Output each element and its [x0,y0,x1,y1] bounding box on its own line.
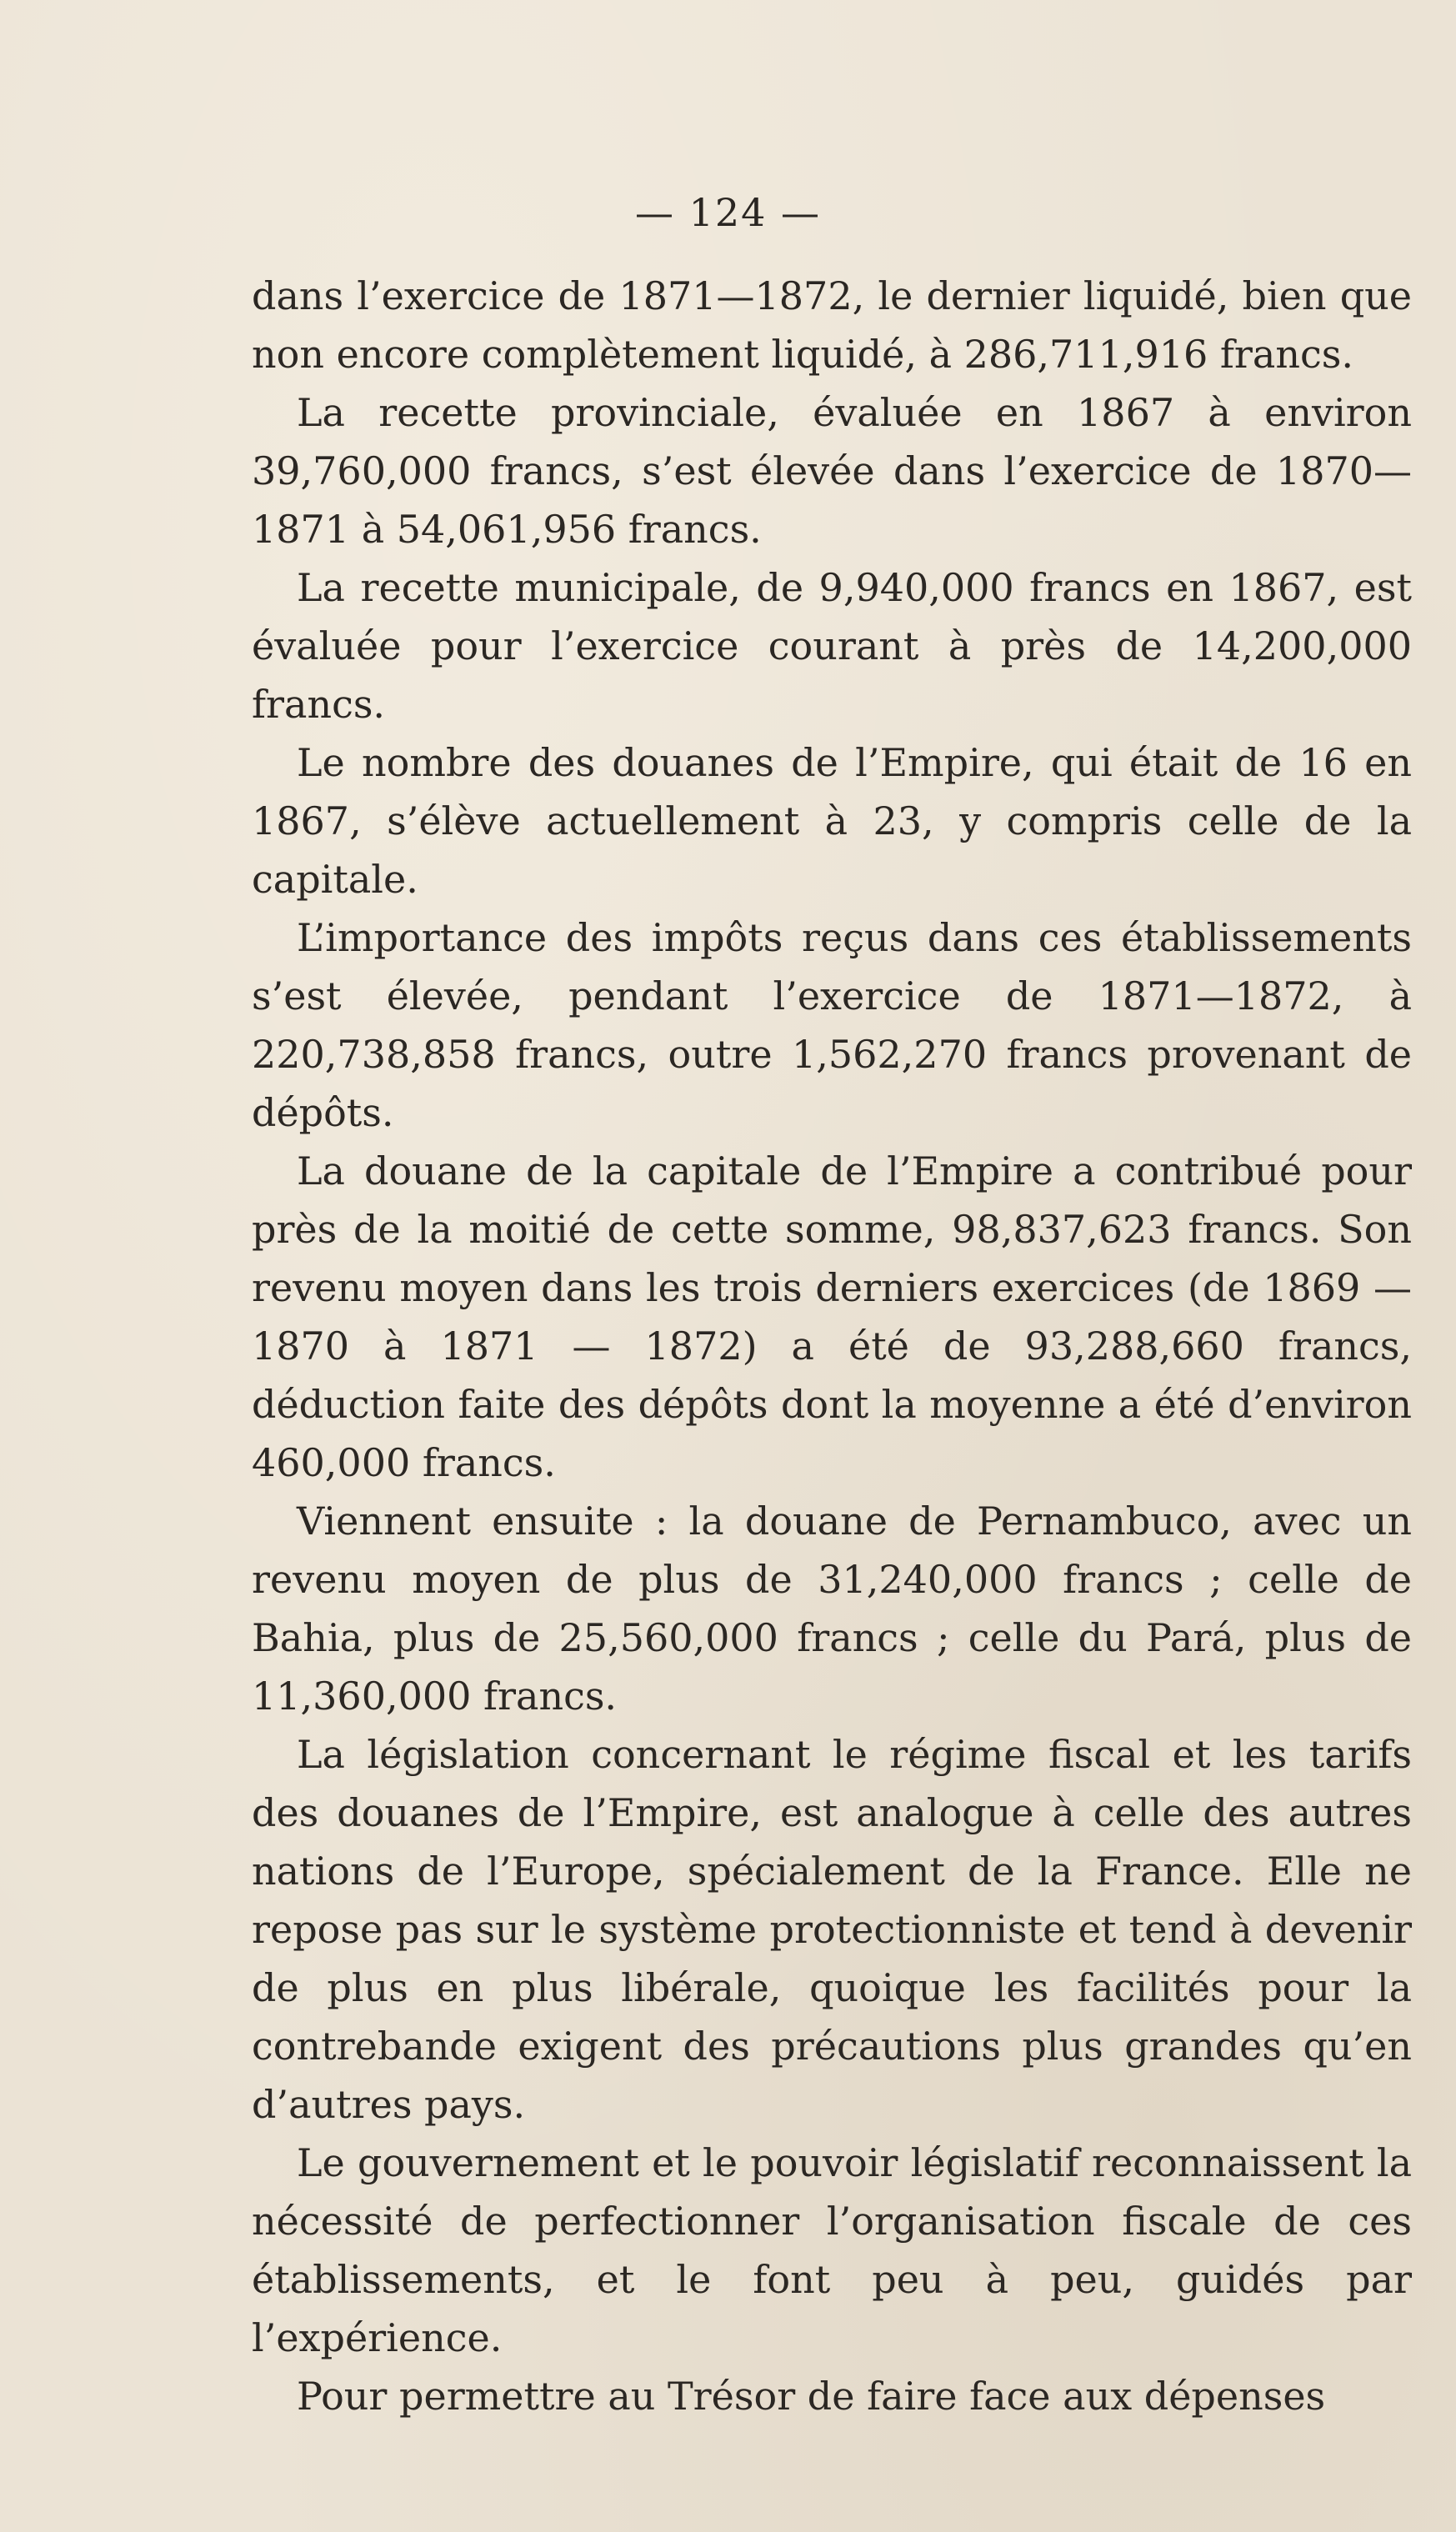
paragraph-treasury: Pour permettre au Trésor de faire face aux dépenses [297,2374,1326,2419]
paragraph-other-customs: Viennent ensuite : la douane de Pernambuco, avec un revenu moyen de plus de 31,240,000 francs ; celle de Bahia, plus de 25,560,000 francs ; celle du Pará, plus de 11,360,000 francs. [252,1499,1412,1719]
paragraph-continuation: dans l’exercice de 1871—1872, le dernier liquidé, bien que non encore complètement liquidé, à 286,711,916 francs. [252,273,1412,377]
paragraph-customs-count: Le nombre des douanes de l’Empire, qui était de 16 en 1867, s’élève actuellement à 23, y compris celle de la capitale. [252,740,1412,902]
paragraph-provincial-revenue: La recette provinciale, évaluée en 1867 à environ 39,760,000 francs, s’est élevée dans l’exercice de 1870—1871 à 54,061,956 francs. [252,390,1412,552]
paragraph-legislation: La législation concernant le régime fiscal et les tarifs des douanes de l’Empire, est analogue à celle des autres nations de l’Europe, spécialement de la France. Elle ne repose pas sur le système protectionniste et tend à devenir de plus en plus libérale, quoique les facilités pour la contrebande exigent des précautions plus grandes qu’en d’autres pays. [252,1732,1412,2127]
paragraph-municipal-revenue: La recette municipale, de 9,940,000 francs en 1867, est évaluée pour l’exercice courant à près de 14,200,000 francs. [252,565,1412,727]
page-number: — 124 — [634,190,822,235]
paragraph-capital-customs: La douane de la capitale de l’Empire a contribué pour près de la moitié de cette somme, 98,837,623 francs. Son revenu moyen dans les trois derniers exercices (de 1869 — 1870 à 1871 — 1872) a été de 93,288,660 francs, déduction faite des dépôts dont la moyenne a été d’environ 460,000 francs. [252,1148,1412,1485]
body-text [252,267,1412,2425]
paragraph-government: Le gouvernement et le pouvoir législatif reconnaissent la nécessité de perfectionner l’organisation fiscale de ces établissements, et le font peu à peu, guidés par l’expérience. [252,2140,1412,2360]
paragraph-customs-receipts: L’importance des impôts reçus dans ces établissements s’est élevée, pendant l’exercice de 1871—1872, à 220,738,858 francs, outre 1,562,270 francs provenant de dépôts. [252,915,1412,1135]
